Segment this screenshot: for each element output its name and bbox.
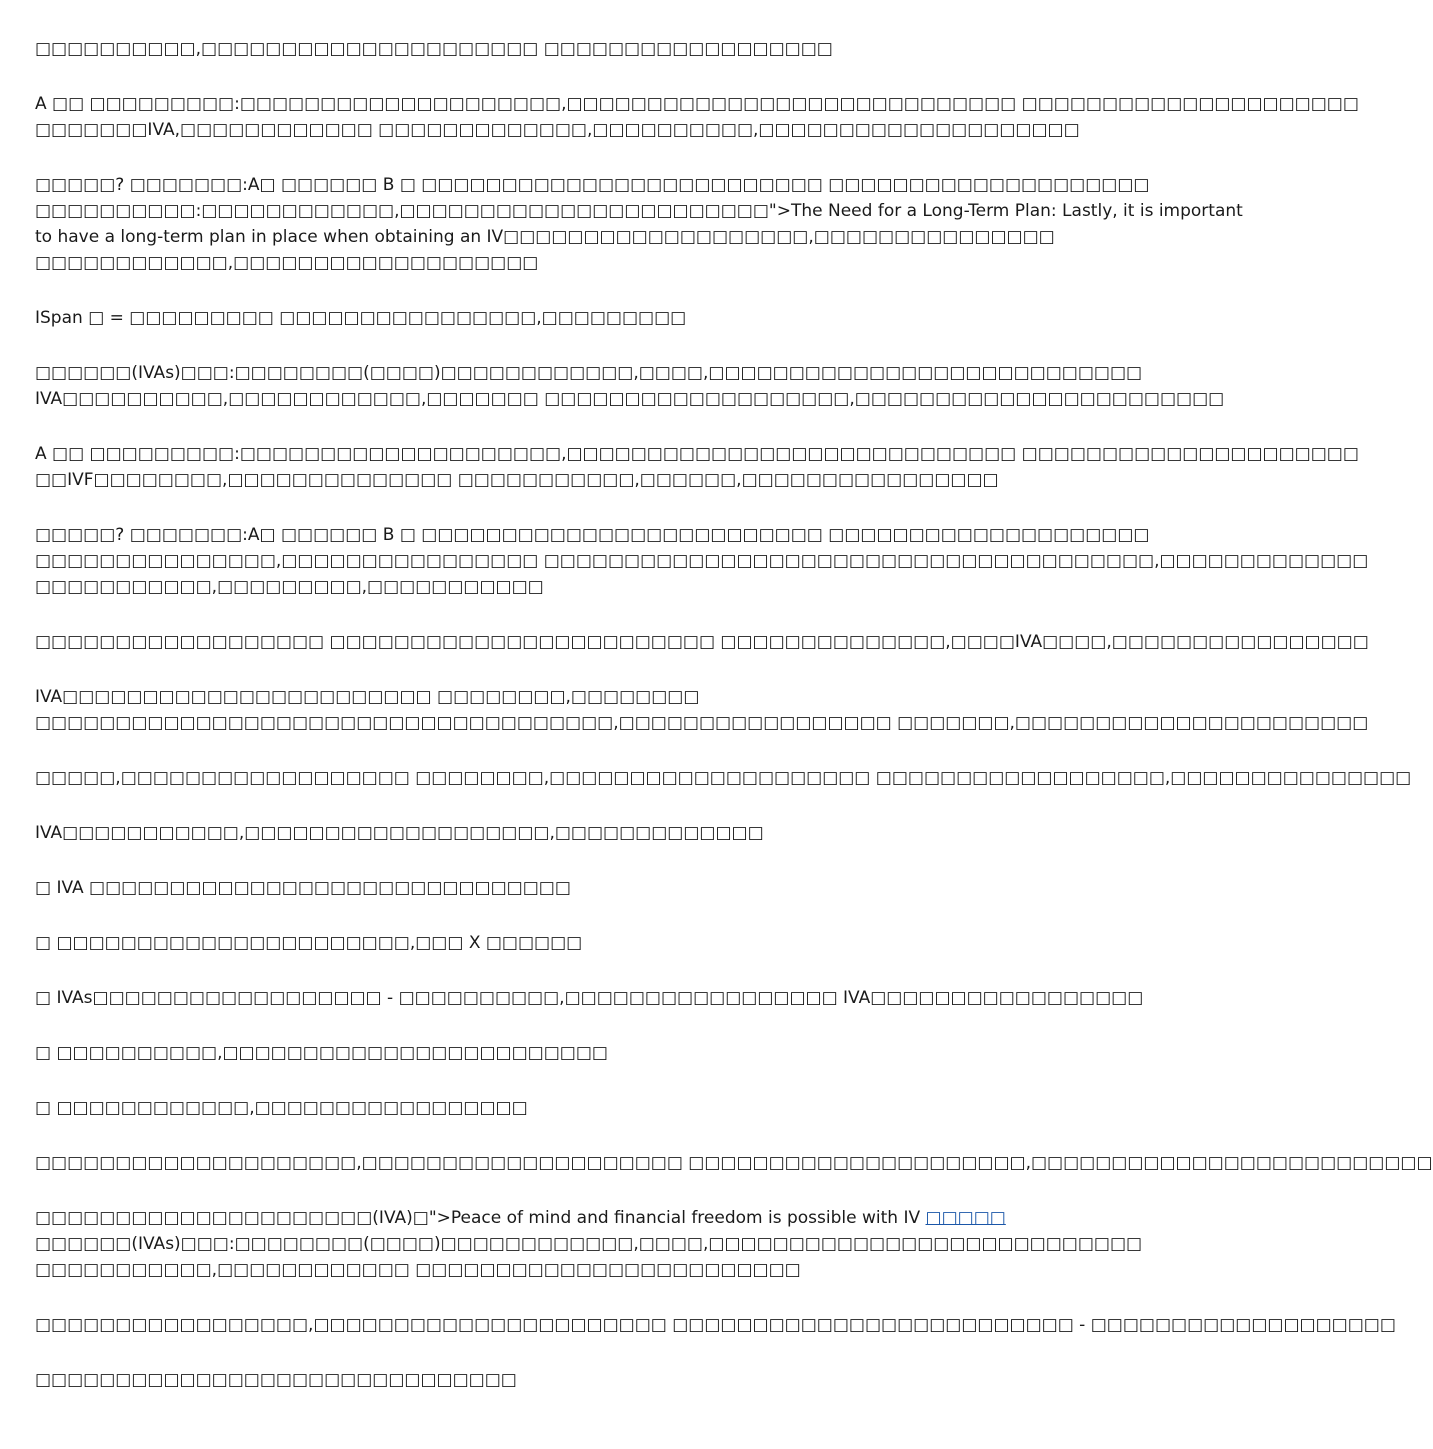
list-item: [35, 930, 990, 956]
paragraph-line: IVA□□□□□□□□□□□□□□□□□□□□□□□ □□□□□□□□,□□□□□□□□: [35, 687, 700, 707]
list-item-text: □ IVA □□□□□□□□□□□□□□□□□□□□□□□□□□□□□□: [35, 878, 571, 898]
paragraph: [35, 1367, 990, 1393]
list-item: [35, 985, 1144, 1011]
paragraph-line: □□□□□□□□□□:□□□□□□□□□□□□,□□□□□□□□□□□□□□□□□□□□□□□">The Need for a Long-Term Plan: Lastly, it is important: [35, 201, 1243, 221]
paragraph-line: □□IVF□□□□□□□□,□□□□□□□□□□□□□□ □□□□□□□□□□□,□□□□□□,□□□□□□□□□□□□□□□□: [35, 470, 999, 490]
paragraph-line: □□□□□□□□□□□,□□□□□□□□□,□□□□□□□□□□□: [35, 577, 544, 597]
paragraph: [35, 765, 1412, 791]
paragraph-line: A □□ □□□□□□□□□:□□□□□□□□□□□□□□□□□□□□,□□□□□□□□□□□□□□□□□□□□□□□□□□□□ □□□□□□□□□□□□□□□□□□□□□: [35, 444, 1359, 464]
paragraph: [35, 629, 1369, 655]
paragraph: [35, 360, 1225, 412]
paragraph: [35, 1205, 1143, 1283]
paragraph-line: □□□□□□□IVA,□□□□□□□□□□□□ □□□□□□□□□□□□□,□□□□□□□□□□,□□□□□□□□□□□□□□□□□□□□: [35, 120, 1080, 140]
paragraph: [35, 305, 990, 331]
paragraph-line: □□□□□□□□□□□□□□□□□□□□□□□□□□□□□□□□□□□□,□□□□□□□□□□□□□□□□□ □□□□□□□,□□□□□□□□□□□□□□□□□□□□□□: [35, 713, 1369, 733]
list-item-text: □ □□□□□□□□□□□□□□□□□□□□□□,□□□ X □□□□□□: [35, 933, 583, 953]
paragraph: [35, 684, 1369, 736]
paragraph-line: □□□□□□□□□□□□□□□□□□ □□□□□□□□□□□□□□□□□□□□□□□□ □□□□□□□□□□□□□□,□□□□IVA□□□□,□□□□□□□□□□□□□□□□: [35, 632, 1369, 652]
paragraph-line-text: □□□□□□□□□□□□□□□□□□□□□(IVA)□">Peace of mind and financial freedom is possible with IV: [35, 1208, 926, 1228]
paragraph-line: □□□□□□□□□□□□□□□□□□□□□□□□□□□□□□: [35, 1370, 517, 1390]
paragraph-line: □□□□□□□□□□□,□□□□□□□□□□□□ □□□□□□□□□□□□□□□□□□□□□□□□: [35, 1260, 801, 1280]
paragraph-line: IVA□□□□□□□□□□□,□□□□□□□□□□□□□□□□□□□,□□□□□□□□□□□□□: [35, 823, 764, 843]
paragraph-line: □□□□□,□□□□□□□□□□□□□□□□□□ □□□□□□□□,□□□□□□□□□□□□□□□□□□□□ □□□□□□□□□□□□□□□□□□,□□□□□□□□□□□□□□□: [35, 768, 1412, 788]
paragraph: [35, 91, 1359, 143]
paragraph-line: to have a long-term plan in place when obtaining an IV□□□□□□□□□□□□□□□□□□□,□□□□□□□□□□□□□□□: [35, 227, 1055, 247]
paragraph-line: □□□□□? □□□□□□□:A□ □□□□□□ B □ □□□□□□□□□□□□□□□□□□□□□□□□□ □□□□□□□□□□□□□□□□□□□□: [35, 175, 1150, 195]
list-item-text: □ IVAs□□□□□□□□□□□□□□□□□□ - □□□□□□□□□□,□□□□□□□□□□□□□□□□□ IVA□□□□□□□□□□□□□□□□□: [35, 988, 1144, 1008]
paragraph-line: □□□□□□(IVAs)□□□:□□□□□□□□(□□□□)□□□□□□□□□□□□,□□□□,□□□□□□□□□□□□□□□□□□□□□□□□□□□: [35, 363, 1143, 383]
paragraph-line: □□□□□? □□□□□□□:A□ □□□□□□ B □ □□□□□□□□□□□□□□□□□□□□□□□□□ □□□□□□□□□□□□□□□□□□□□: [35, 525, 1150, 545]
list-item: [35, 1095, 990, 1121]
list-item: [35, 875, 990, 901]
paragraph-line: IVA□□□□□□□□□□,□□□□□□□□□□□□,□□□□□□□ □□□□□□□□□□□□□□□□□□□,□□□□□□□□□□□□□□□□□□□□□□□: [35, 389, 1225, 409]
list-item: [35, 1040, 990, 1066]
list-item-text: □ □□□□□□□□□□,□□□□□□□□□□□□□□□□□□□□□□□□: [35, 1043, 608, 1063]
paragraph-line: □□□□□□□□□□□□,□□□□□□□□□□□□□□□□□□□: [35, 253, 539, 273]
paragraph-line: A □□ □□□□□□□□□:□□□□□□□□□□□□□□□□□□□□,□□□□□□□□□□□□□□□□□□□□□□□□□□□□ □□□□□□□□□□□□□□□□□□□□□: [35, 94, 1359, 114]
paragraph: [35, 1150, 1433, 1176]
paragraph-line: ISpan □ = □□□□□□□□□ □□□□□□□□□□□□□□□□,□□□□□□□□□: [35, 308, 687, 328]
paragraph: [35, 820, 990, 846]
inline-link[interactable]: □□□□□: [925, 1208, 1006, 1228]
paragraph-line: [35, 1205, 1006, 1231]
paragraph: [35, 1312, 1396, 1338]
paragraph-line: □□□□□□□□□□□□□□□,□□□□□□□□□□□□□□□□ □□□□□□□□□□□□□□□□□□□□□□□□□□□□□□□□□□□□□□,□□□□□□□□□□□□□: [35, 551, 1369, 571]
paragraph: [35, 172, 1243, 276]
paragraph: [35, 522, 1369, 600]
paragraph-line: □□□□□□□□□□□□□□□□□,□□□□□□□□□□□□□□□□□□□□□□ □□□□□□□□□□□□□□□□□□□□□□□□□ - □□□□□□□□□□□□□□□□□□□: [35, 1315, 1396, 1335]
paragraph-line: □□□□□□□□□□,□□□□□□□□□□□□□□□□□□□□□ □□□□□□□□□□□□□□□□□□: [35, 39, 833, 59]
paragraph-line: □□□□□□□□□□□□□□□□□□□□,□□□□□□□□□□□□□□□□□□□□ □□□□□□□□□□□□□□□□□□□□□,□□□□□□□□□□□□□□□□□□□□□□□□□: [35, 1153, 1433, 1173]
paragraph: [35, 441, 1359, 493]
paragraph-line: □□□□□□(IVAs)□□□:□□□□□□□□(□□□□)□□□□□□□□□□□□,□□□□,□□□□□□□□□□□□□□□□□□□□□□□□□□□: [35, 1234, 1143, 1254]
paragraph: [35, 36, 990, 62]
list-item-text: □ □□□□□□□□□□□□,□□□□□□□□□□□□□□□□□: [35, 1098, 528, 1118]
